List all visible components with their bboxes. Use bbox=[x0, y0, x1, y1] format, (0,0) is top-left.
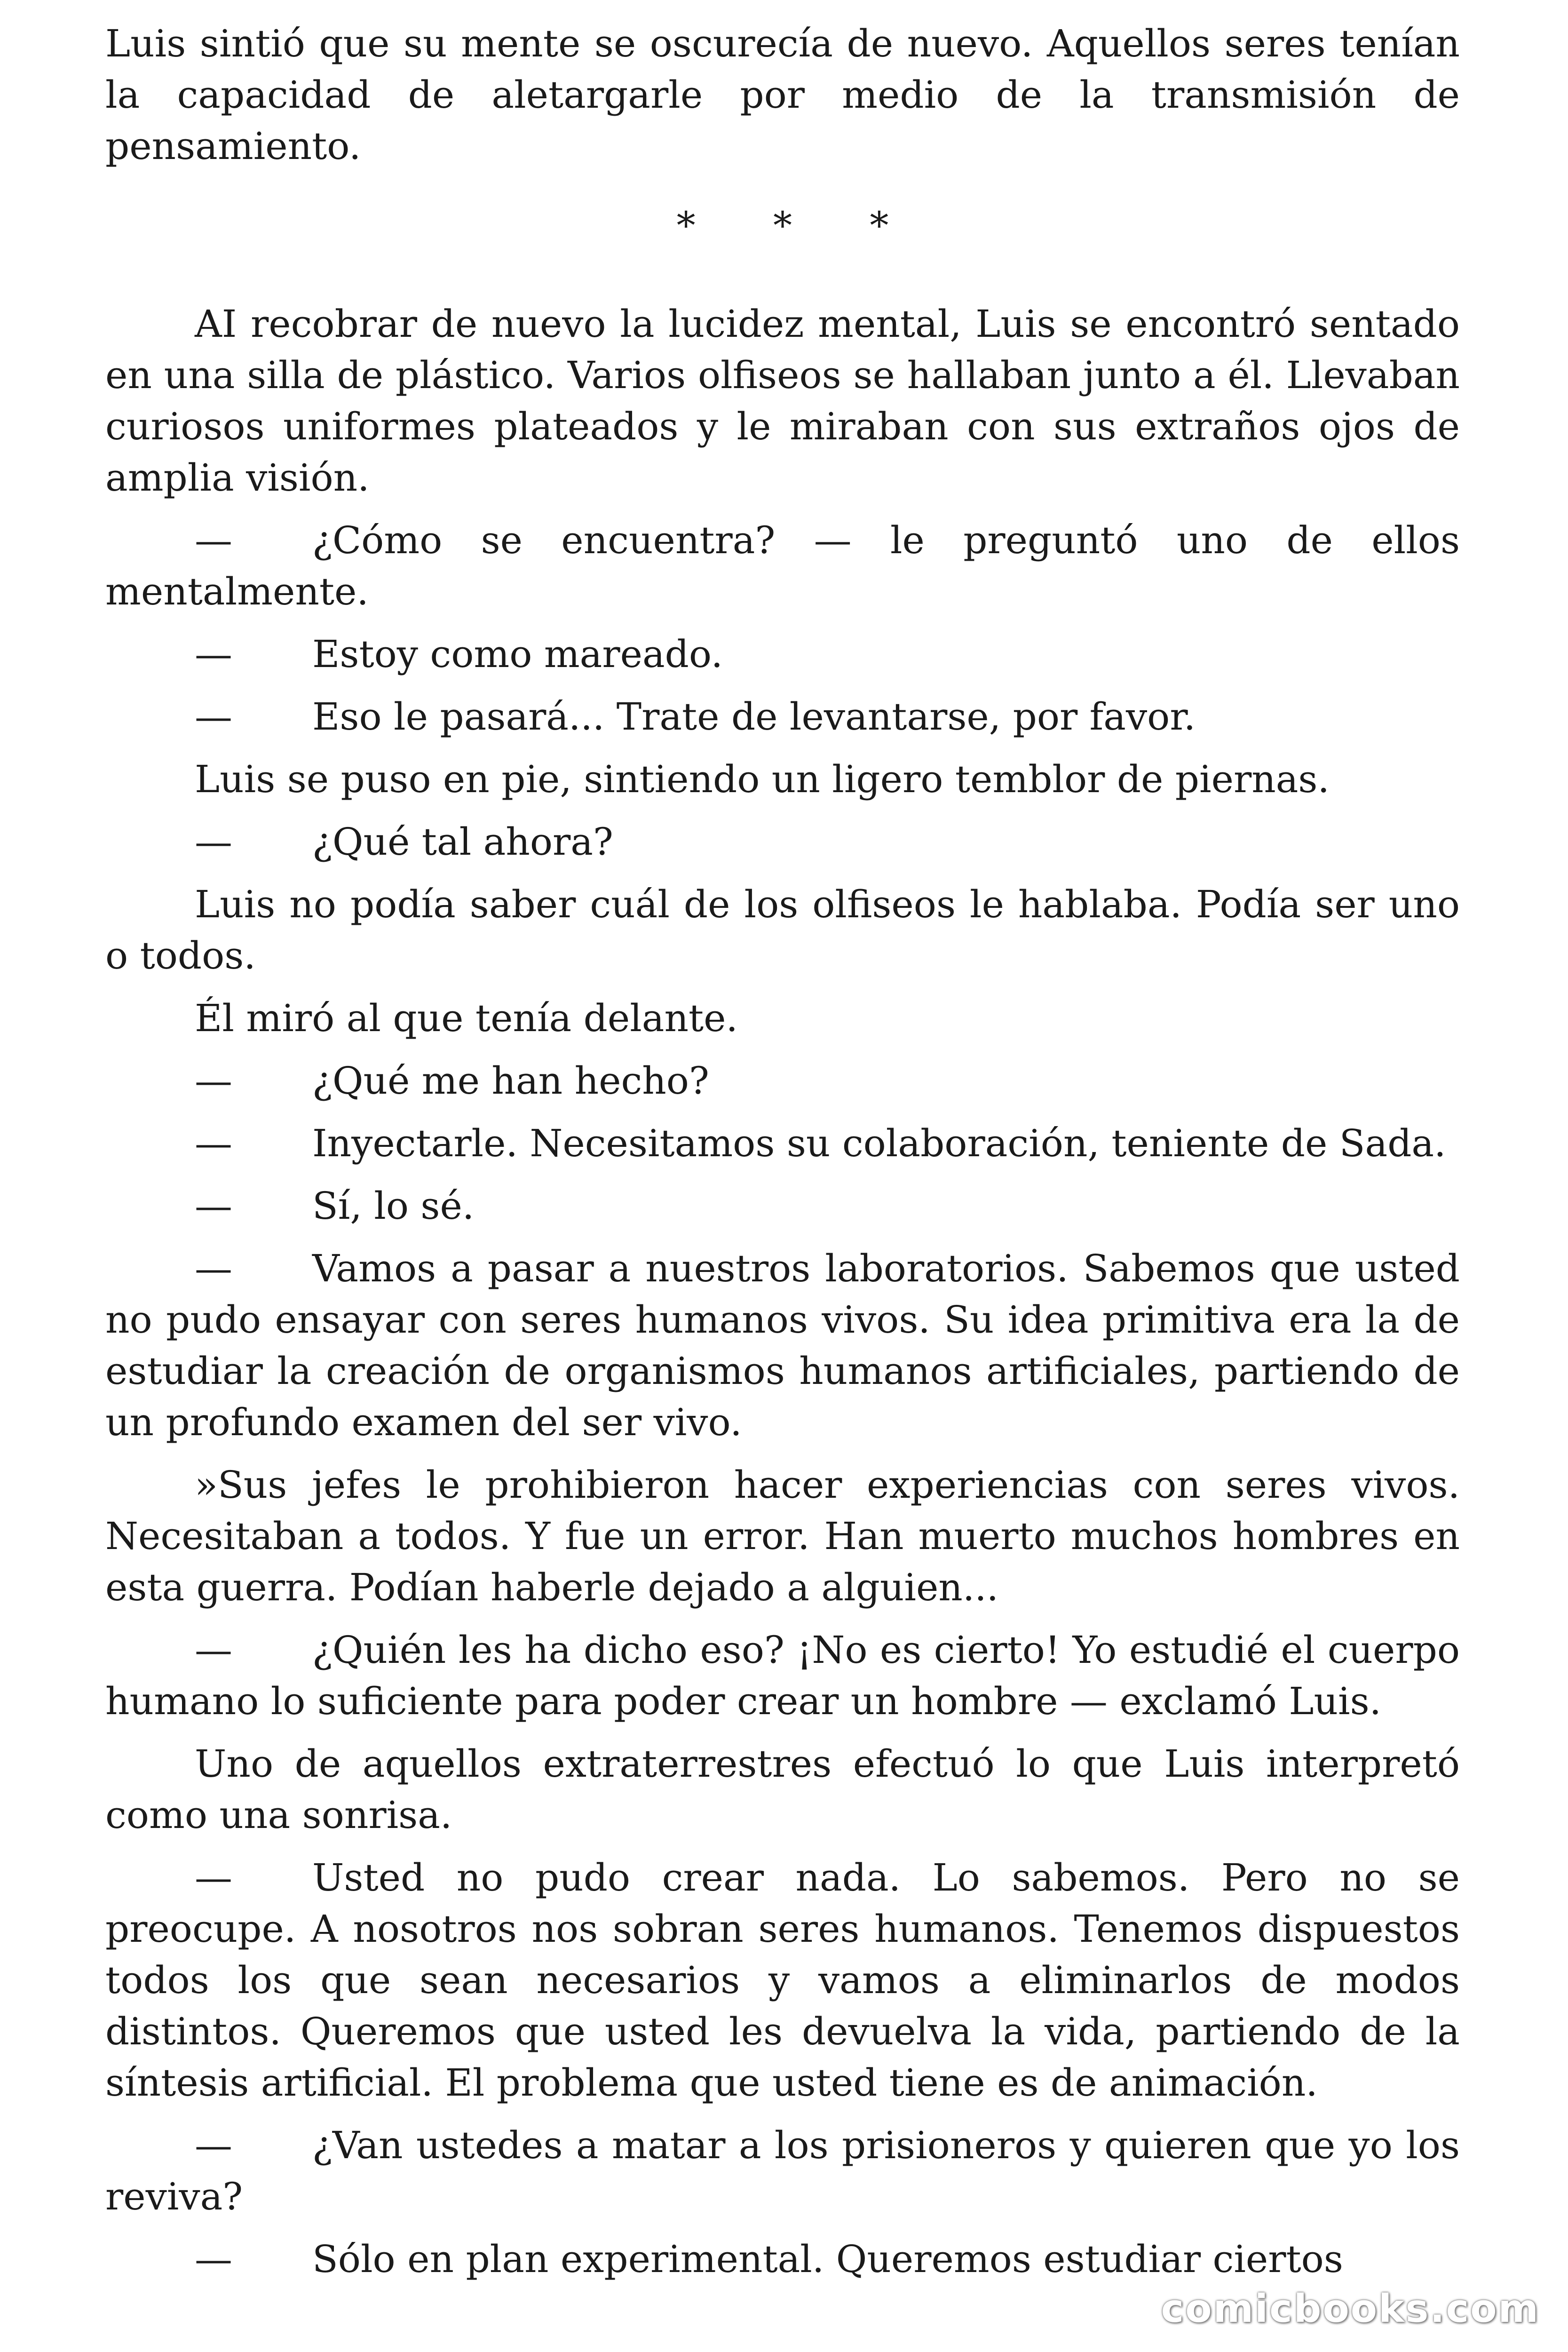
dialogue-dash: — bbox=[195, 820, 232, 864]
page-text bbox=[105, 18, 1460, 2296]
dialogue-dash: — bbox=[195, 2123, 232, 2167]
paragraph bbox=[105, 298, 1460, 503]
paragraph-text: Luis no podía saber cuál de los olfiseos le hablaba. Podía ser uno o todos. bbox=[105, 882, 1460, 977]
dialogue-text: ¿Van ustedes a matar a los prisioneros y quieren que yo los reviva? bbox=[105, 2123, 1460, 2218]
dialogue-dash: — bbox=[195, 632, 232, 676]
dialogue-line bbox=[105, 2233, 1460, 2285]
dialogue-text: ¿Qué tal ahora? bbox=[312, 820, 613, 864]
dialogue-dash: — bbox=[195, 1121, 232, 1165]
scene-break: * * * bbox=[676, 204, 889, 247]
dialogue-line bbox=[105, 816, 1460, 867]
dialogue-line bbox=[105, 691, 1460, 742]
dialogue-text: Inyectarle. Necesitamos su colaboración, teniente de Sada. bbox=[312, 1121, 1446, 1165]
paragraph-text: Luis se puso en pie, sintiendo un ligero temblor de piernas. bbox=[195, 757, 1330, 801]
dialogue-dash: — bbox=[195, 1856, 232, 1899]
dialogue-dash: — bbox=[195, 2237, 232, 2281]
paragraph-text: AI recobrar de nuevo la lucidez mental, Luis se encontró sentado en una silla de plástico. Varios olfiseos se hallaban junto a él. Llevaban curiosos uniformes plateados y le miraban con sus extraños ojos de amplia visión. bbox=[105, 302, 1460, 500]
dialogue-dash: — bbox=[195, 1184, 232, 1228]
dialogue-dash: — bbox=[195, 1059, 232, 1103]
dialogue-text: ¿Cómo se encuentra? — le preguntó uno de ellos mentalmente. bbox=[105, 518, 1460, 613]
dialogue-line bbox=[105, 1055, 1460, 1106]
dialogue-dash: — bbox=[195, 1247, 232, 1290]
dialogue-line bbox=[105, 1180, 1460, 1232]
dialogue-text: ¿Qué me han hecho? bbox=[312, 1059, 709, 1103]
dialogue-dash: — bbox=[195, 1628, 232, 1672]
paragraph-text: Luis sintió que su mente se oscurecía de nuevo. Aquellos seres tenían la capacidad de aletargarle por medio de la transmisión de pensamiento. bbox=[105, 22, 1460, 168]
paragraph-text: Uno de aquellos extraterrestres efectuó lo que Luis interpretó como una sonrisa. bbox=[105, 1742, 1460, 1837]
dialogue-dash: — bbox=[195, 518, 232, 562]
dialogue-text: Eso le pasará... Trate de levantarse, por favor. bbox=[312, 695, 1196, 739]
dialogue-text: Estoy como mareado. bbox=[312, 632, 723, 676]
paragraph-text: Él miró al que tenía delante. bbox=[195, 996, 738, 1040]
dialogue-line bbox=[105, 1624, 1460, 1727]
paragraph-text: »Sus jefes le prohibieron hacer experiencias con seres vivos. Necesitaban a todos. Y fue un error. Han muerto muchos hombres en esta guerra. Podían haberle dejado a alguien... bbox=[105, 1463, 1460, 1609]
paragraph bbox=[105, 1738, 1460, 1841]
dialogue-text: Usted no pudo crear nada. Lo sabemos. Pero no se preocupe. A nosotros nos sobran seres humanos. Tenemos dispuestos todos los que sean necesarios y vamos a eliminarlos de modos distintos. Queremos que usted les devuelva la vida, partiendo de la síntesis artificial. El problema que usted tiene es de animación. bbox=[105, 1856, 1460, 2105]
dialogue-text: Vamos a pasar a nuestros laboratorios. Sabemos que usted no pudo ensayar con seres humanos vivos. Su idea primitiva era la de estudiar la creación de organismos humanos artificiales, partiendo de un profundo examen del ser vivo. bbox=[105, 1247, 1460, 1444]
paragraph bbox=[105, 754, 1460, 805]
paragraph bbox=[105, 18, 1460, 172]
dialogue-line bbox=[105, 1243, 1460, 1448]
dialogue-text: ¿Quién les ha dicho eso? ¡No es cierto! Yo estudié el cuerpo humano lo suficiente para poder crear un hombre — exclamó Luis. bbox=[105, 1628, 1460, 1723]
paragraph bbox=[105, 879, 1460, 981]
paragraph bbox=[105, 993, 1460, 1044]
watermark-logo: comicbooks.com bbox=[1161, 2287, 1540, 2331]
dialogue-dash: — bbox=[195, 695, 232, 739]
dialogue-text: Sólo en plan experimental. Queremos estudiar ciertos bbox=[312, 2237, 1343, 2281]
dialogue-line bbox=[105, 1852, 1460, 2108]
dialogue-line bbox=[105, 515, 1460, 617]
dialogue-text: Sí, lo sé. bbox=[312, 1184, 475, 1228]
paragraph bbox=[105, 1459, 1460, 1613]
dialogue-line bbox=[105, 628, 1460, 680]
dialogue-line bbox=[105, 2120, 1460, 2222]
dialogue-line bbox=[105, 1118, 1460, 1169]
